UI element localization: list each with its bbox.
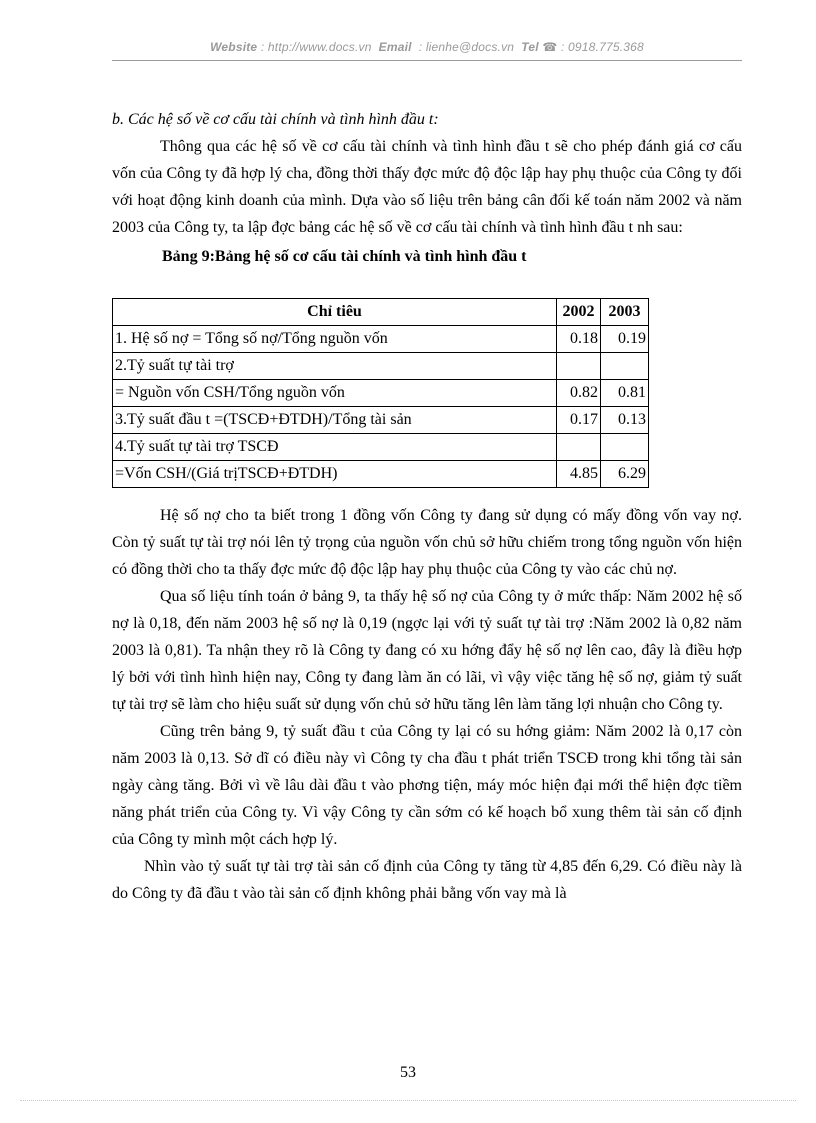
row-value-2002: [557, 353, 601, 380]
website-value: : http://www.docs.vn: [260, 40, 372, 54]
page-header: [112, 40, 742, 54]
table-header-row: [113, 299, 649, 326]
row-value-2002: 0.17: [557, 407, 601, 434]
body-paragraph-investment: Cũng trên bảng 9, tỷ suất đầu t của Công ty lại có su hớng giảm: Năm 2002 là 0,17 còn năm 2003 là 0,13. Sở dĩ có điều này vì Công ty cha đầu t phát triển TSCĐ trong khi tổng tài sản ngày càng tăng. Bởi vì về lâu dài đầu t vào phơng tiện, máy móc hiện đại mới thể hiện đợc tiềm năng phát triển của Công ty. Vì vậy Công ty cần sớm có kế hoạch bổ xung thêm tài sản cố định của Công ty mình một cách hợp lý.: [112, 723, 742, 848]
table-row: [113, 353, 649, 380]
body-paragraph-debt-ratio: Hệ số nợ cho ta biết trong 1 đồng vốn Công ty đang sử dụng có mấy đồng vốn vay nợ. Còn tỷ suất tự tài trợ nói lên tỷ trọng của nguồn vốn chủ sở hữu chiếm trong tổng nguồn vốn hiện có đồng thời cho ta thấy đợc mức độ độc lập hay phụ thuộc của Công ty vào các chủ nợ.: [112, 507, 742, 578]
row-label: = Nguồn vốn CSH/Tổng nguồn vốn: [113, 380, 557, 407]
table-row: [113, 434, 649, 461]
row-label: =Vốn CSH/(Giá trịTSCĐ+ĐTDH): [113, 461, 557, 488]
body-paragraph-analysis: Qua số liệu tính toán ở bảng 9, ta thấy hệ số nợ của Công ty ở mức thấp: Năm 2002 hệ số nợ là 0,18, đến năm 2003 hệ số nợ là 0,19 (ngợc lại với tỷ suất tự tài trợ :Năm 2002 là 0,82 năm 2003 là 0,81). Ta nhận they rõ là Công ty đang có xu hớng đẩy hệ số nợ lên cao, đây là điều hợp lý bởi với tình hình hiện nay, Công ty đang làm ăn có lãi, vì vậy việc tăng hệ số nợ, giảm tỷ suất tự tài trợ sẽ làm cho hiệu suất sử dụng vốn chủ sở hữu tăng lên làm tăng lợi nhuận cho Công ty.: [112, 588, 742, 713]
page-content: [112, 106, 742, 907]
row-value-2003: 0.13: [601, 407, 649, 434]
table-title: Bảng 9:Bảng hệ số cơ cấu tài chính và tình hình đầu t: [162, 248, 527, 265]
table-row: [113, 407, 649, 434]
row-label: 3.Tỷ suất đầu t =(TSCĐ+ĐTDH)/Tổng tài sản: [113, 407, 557, 434]
row-value-2003: [601, 353, 649, 380]
body-paragraph-fixed-assets: Nhìn vào tỷ suất tự tài trợ tài sản cố định của Công ty tăng từ 4,85 đến 6,29. Có điều này là do Công ty đã đầu t vào tài sản cố định không phải bằng vốn vay mà là: [112, 858, 742, 902]
footer-divider: [20, 1100, 796, 1101]
tel-label: Tel: [521, 40, 539, 54]
row-value-2002: 0.18: [557, 326, 601, 353]
row-label: 4.Tỷ suất tự tài trợ TSCĐ: [113, 434, 557, 461]
tel-value: ☎ : 0918.775.368: [542, 40, 644, 54]
row-value-2002: 4.85: [557, 461, 601, 488]
row-label: 1. Hệ số nợ = Tổng số nợ/Tổng nguồn vốn: [113, 326, 557, 353]
intro-paragraph: Thông qua các hệ số về cơ cấu tài chính và tình hình đầu t sẽ cho phép đánh giá cơ cấu vốn của Công ty đã hợp lý cha, đồng thời thấy đợc mức độ độc lập hay phụ thuộc của Công ty đối với hoạt động kinh doanh của mình. Dựa vào số liệu trên bảng cân đối kế toán năm 2002 và năm 2003 của Công ty, ta lập đợc bảng các hệ số về cơ cấu tài chính và tình hình đầu t nh sau:: [112, 138, 742, 236]
header-indicator: Chỉ tiêu: [113, 299, 557, 326]
table-row: [113, 380, 649, 407]
row-value-2003: 0.81: [601, 380, 649, 407]
row-value-2002: [557, 434, 601, 461]
table-row: [113, 461, 649, 488]
website-label: Website: [210, 40, 258, 54]
header-divider: [112, 60, 742, 61]
email-value: : lienhe@docs.vn: [418, 40, 515, 54]
row-label: 2.Tỷ suất tự tài trợ: [113, 353, 557, 380]
page-number: 53: [400, 1064, 416, 1081]
row-value-2003: [601, 434, 649, 461]
financial-ratio-table: [112, 298, 649, 488]
row-value-2003: 0.19: [601, 326, 649, 353]
row-value-2003: 6.29: [601, 461, 649, 488]
header-2003: 2003: [601, 299, 649, 326]
header-2002: 2002: [557, 299, 601, 326]
table-row: [113, 326, 649, 353]
section-title: b. Các hệ số về cơ cấu tài chính và tình hình đầu t:: [112, 111, 439, 128]
email-label: Email: [378, 40, 412, 54]
row-value-2002: 0.82: [557, 380, 601, 407]
